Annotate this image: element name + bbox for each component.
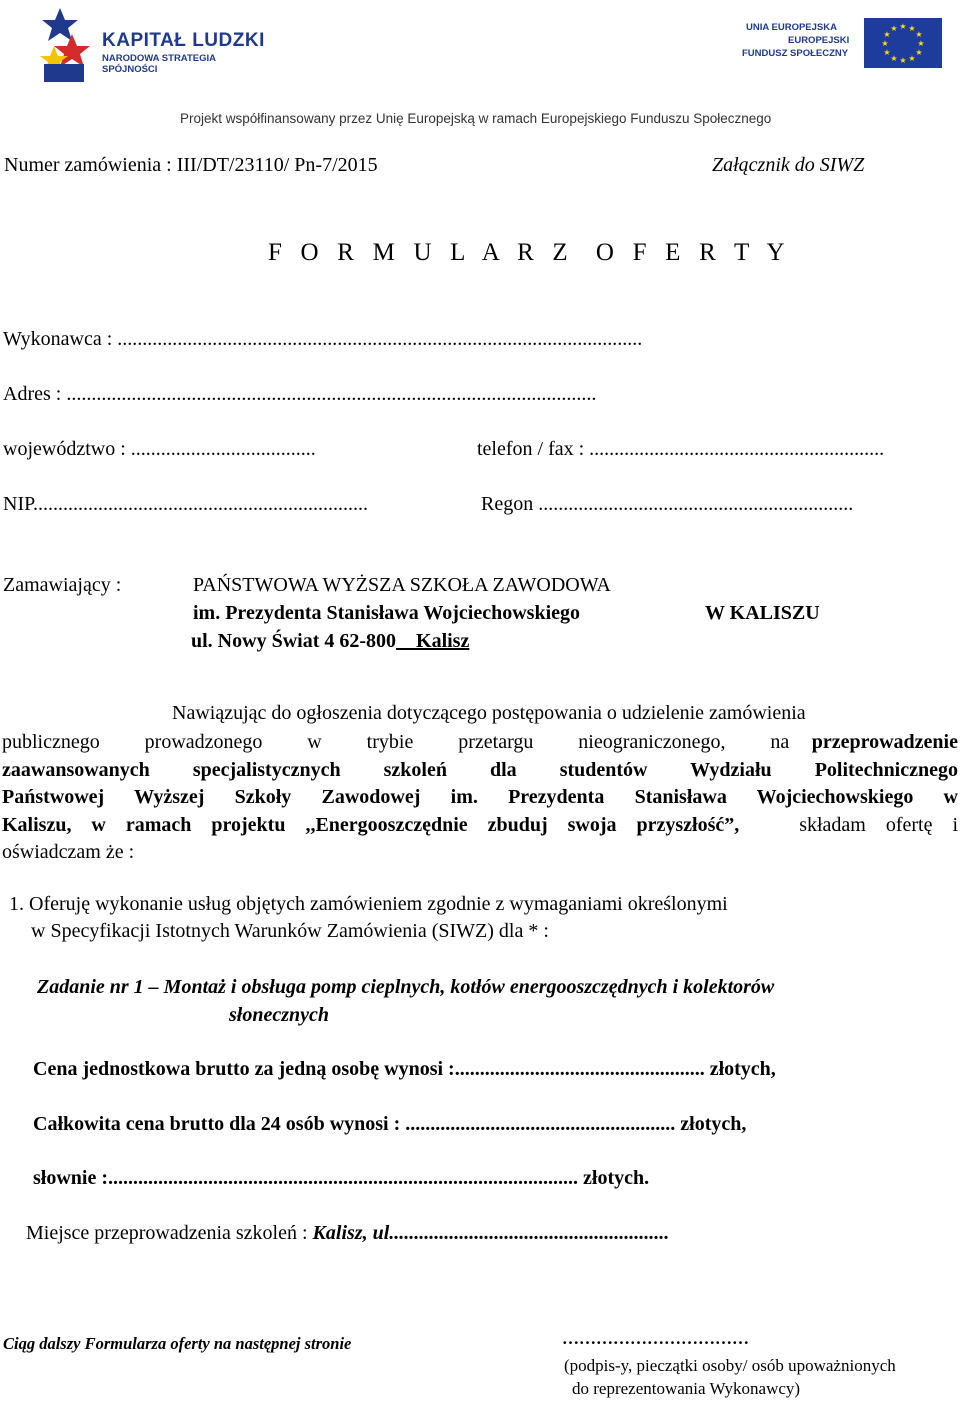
ordering-party-label: Zamawiający :: [3, 574, 122, 596]
place-field[interactable]: [26, 1222, 669, 1245]
item1-line2: w Specyfikacji Istotnych Warunków Zamówienia (SIWZ) dla * :: [31, 920, 549, 942]
intro-line1: Nawiązując do ogłoszenia dotyczącego postępowania o udzielenie zamówienia: [172, 702, 806, 724]
item1-line1: 1. Oferuję wykonanie usług objętych zamówieniem zgodnie z wymaganiami określonymi: [9, 893, 728, 915]
title-part2: O F E R T Y: [595, 239, 791, 266]
eu-line1: UNIA EUROPEJSKA: [746, 22, 837, 33]
eu-flag-icon: [864, 18, 942, 68]
svg-text:★: ★: [890, 24, 898, 33]
svg-text:★: ★: [883, 30, 891, 39]
eu-logo: [742, 18, 952, 78]
field-nip[interactable]: NIP...................................................................: [3, 493, 369, 515]
svg-text:★: ★: [915, 48, 923, 57]
intro-paragraph: [2, 729, 958, 867]
ordering-party-name: PAŃSTWOWA WYŻSZA SZKOŁA ZAWODOWA: [193, 574, 611, 596]
continuation-note: Ciąg dalszy Formularza oferty na następnej stronie: [3, 1334, 352, 1353]
signature-caption-line2: do reprezentowania Wykonawcy): [572, 1379, 801, 1398]
signature-dots: ……………………………: [562, 1329, 749, 1348]
svg-text:★: ★: [899, 56, 907, 65]
svg-text:★: ★: [908, 54, 916, 63]
field-adres[interactable]: Adres : ..........................................................................................................: [3, 383, 597, 405]
field-regon[interactable]: Regon ...............................................................: [481, 493, 854, 515]
place-label: Miejsce przeprowadzenia szkoleń :: [26, 1222, 313, 1244]
intro-line5-bold: Kaliszu, w ramach projektu ,,Energooszczędnie zbuduj swoja przyszłość”,: [2, 813, 740, 836]
intro-line6: oświadczam że :: [2, 841, 135, 863]
intro-line5: [2, 812, 958, 840]
field-wykonawca[interactable]: Wykonawca : .........................................................................................................: [3, 328, 643, 350]
attachment-label: Załącznik do SIWZ: [712, 154, 865, 176]
price-unit-field[interactable]: Cena jednostkowa brutto za jedną osobę wynosi :.................................................. złotych,: [33, 1058, 776, 1080]
svg-text:★: ★: [881, 39, 889, 48]
intro-line4: Państwowej Wyższej Szkoły Zawodowej im. Prezydenta Stanisława Wojciechowskiego w: [2, 786, 958, 808]
price-words-field[interactable]: [33, 1167, 649, 1190]
task-line1: Zadanie nr 1 – Montaż i obsługa pomp cieplnych, kotłów energooszczędnych i kolektorów: [37, 976, 775, 998]
intro-line3: zaawansowanych specjalistycznych szkoleń dla studentów Wydziału Politechnicznego: [2, 758, 958, 781]
ordering-party-address: [191, 630, 469, 653]
intro-line2-bold: przeprowadzenie: [811, 731, 958, 753]
kapital-ludzki-subtitle: NARODOWA STRATEGIA SPÓJNOŚCI: [102, 53, 216, 75]
svg-text:★: ★: [899, 22, 907, 31]
svg-text:★: ★: [883, 48, 891, 57]
cofinancing-note: Projekt współfinansowany przez Unię Europejską w ramach Europejskiego Funduszu Społecznego: [180, 111, 772, 126]
place-value: Kalisz, ul........................................................: [312, 1222, 670, 1244]
intro-line5-normal: składam ofertę i: [739, 813, 958, 836]
svg-text:★: ★: [908, 24, 916, 33]
svg-text:★: ★: [890, 54, 898, 63]
svg-text:★: ★: [917, 39, 925, 48]
title-part1: F O R M U L A R Z: [268, 239, 574, 266]
order-number: Numer zamówienia : III/DT/23110/ Pn-7/2015: [4, 154, 378, 176]
kapital-ludzki-emblem-icon: [38, 6, 100, 84]
kapital-ludzki-logo: [38, 6, 273, 84]
field-wojewodztwo[interactable]: województwo : .....................................: [3, 438, 316, 460]
price-words-label: słownie: [33, 1167, 97, 1189]
intro-line2-normal: publicznego prowadzonego w trybie przetargu nieograniczonego, na: [2, 731, 812, 753]
eu-line2: EUROPEJSKI: [788, 35, 850, 46]
kapital-ludzki-title: KAPITAŁ LUDZKI: [102, 30, 265, 51]
price-words-rest: :.............................................................................................. złotych.: [96, 1167, 650, 1189]
svg-text:★: ★: [915, 30, 923, 39]
ordering-party-patron: im. Prezydenta Stanisława Wojciechowskiego: [193, 602, 581, 624]
page-title: [268, 239, 791, 267]
ordering-party-city: W KALISZU: [705, 602, 820, 624]
intro-line2: [2, 729, 958, 757]
price-total-field[interactable]: Całkowita cena brutto dla 24 osób wynosi : ...................................................... złotych,: [33, 1113, 747, 1135]
task-line2: słonecznych: [229, 1004, 329, 1026]
eu-line3: FUNDUSZ SPOŁECZNY: [742, 48, 849, 59]
field-telefon[interactable]: telefon / fax : ...........................................................: [477, 438, 885, 460]
address-city: Kalisz: [396, 630, 470, 652]
address-street: ul. Nowy Świat 4 62-800: [191, 630, 397, 652]
signature-caption-line1: (podpis-y, pieczątki osoby/ osób upoważnionych: [564, 1356, 896, 1375]
